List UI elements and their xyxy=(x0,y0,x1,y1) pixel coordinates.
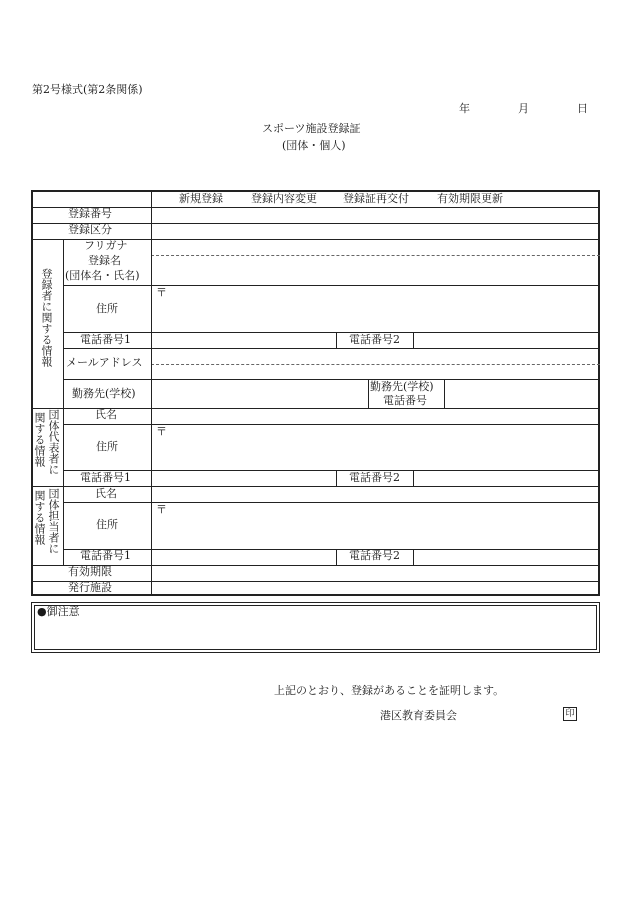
contact-phone1-label: 電話番号1 xyxy=(80,549,131,562)
date-day-label: 日 xyxy=(577,102,588,115)
workplace-label: 勤務先(学校) xyxy=(72,387,136,400)
contact-postal-mark: 〒 xyxy=(156,503,167,516)
authority-name: 港区教育委員会 xyxy=(380,709,457,722)
seal-mark: 印 xyxy=(563,707,577,721)
issuer-label: 発行施設 xyxy=(68,581,112,594)
type-renewal[interactable]: 有効期限更新 xyxy=(437,192,503,205)
certification-text: 上記のとおり、登録があることを証明します。 xyxy=(274,684,505,697)
reg-number-label: 登録番号 xyxy=(68,207,112,220)
form-id: 第2号様式(第2条関係) xyxy=(32,83,143,96)
phone1-label: 電話番号1 xyxy=(80,333,131,346)
reg-class-label: 登録区分 xyxy=(68,223,112,236)
type-reissue[interactable]: 登録証再交付 xyxy=(343,192,409,205)
type-change[interactable]: 登録内容変更 xyxy=(251,192,317,205)
rep-section-label-b: 団体代表者に xyxy=(47,409,60,475)
rep-name-label: 氏名 xyxy=(95,408,117,421)
rep-postal-mark: 〒 xyxy=(156,425,167,438)
type-new[interactable]: 新規登録 xyxy=(179,192,223,205)
notes-box xyxy=(31,602,600,653)
workplace-phone-sub-label: 電話番号 xyxy=(383,394,427,407)
date-month-label: 月 xyxy=(518,102,529,115)
contact-section-label-b: 団体担当者に xyxy=(47,488,60,554)
address-label: 住所 xyxy=(96,302,118,315)
rep-phone1-label: 電話番号1 xyxy=(80,471,131,484)
contact-section-label-a: 関する情報 xyxy=(33,490,46,545)
workplace-phone-label: 勤務先(学校) xyxy=(370,380,434,393)
reg-name-sub-label: (団体名・氏名) xyxy=(65,269,140,282)
expiry-label: 有効期限 xyxy=(68,565,112,578)
phone2-label: 電話番号2 xyxy=(349,333,400,346)
contact-phone2-label: 電話番号2 xyxy=(349,549,400,562)
registrant-section-label: 登録者に関する情報 xyxy=(40,268,53,367)
page-subtitle: (団体・個人) xyxy=(282,139,346,152)
notes-heading: ●御注意 xyxy=(37,605,80,618)
furigana-label: フリガナ xyxy=(84,239,128,252)
reg-name-label: 登録名 xyxy=(88,254,121,267)
rep-section-label-a: 関する情報 xyxy=(33,412,46,467)
rep-phone2-label: 電話番号2 xyxy=(349,471,400,484)
page-title: スポーツ施設登録証 xyxy=(262,122,361,135)
date-year-label: 年 xyxy=(459,102,470,115)
contact-address-label: 住所 xyxy=(96,518,118,531)
email-label: メールアドレス xyxy=(66,356,143,369)
rep-address-label: 住所 xyxy=(96,440,118,453)
contact-name-label: 氏名 xyxy=(95,487,117,500)
postal-mark: 〒 xyxy=(156,286,167,299)
